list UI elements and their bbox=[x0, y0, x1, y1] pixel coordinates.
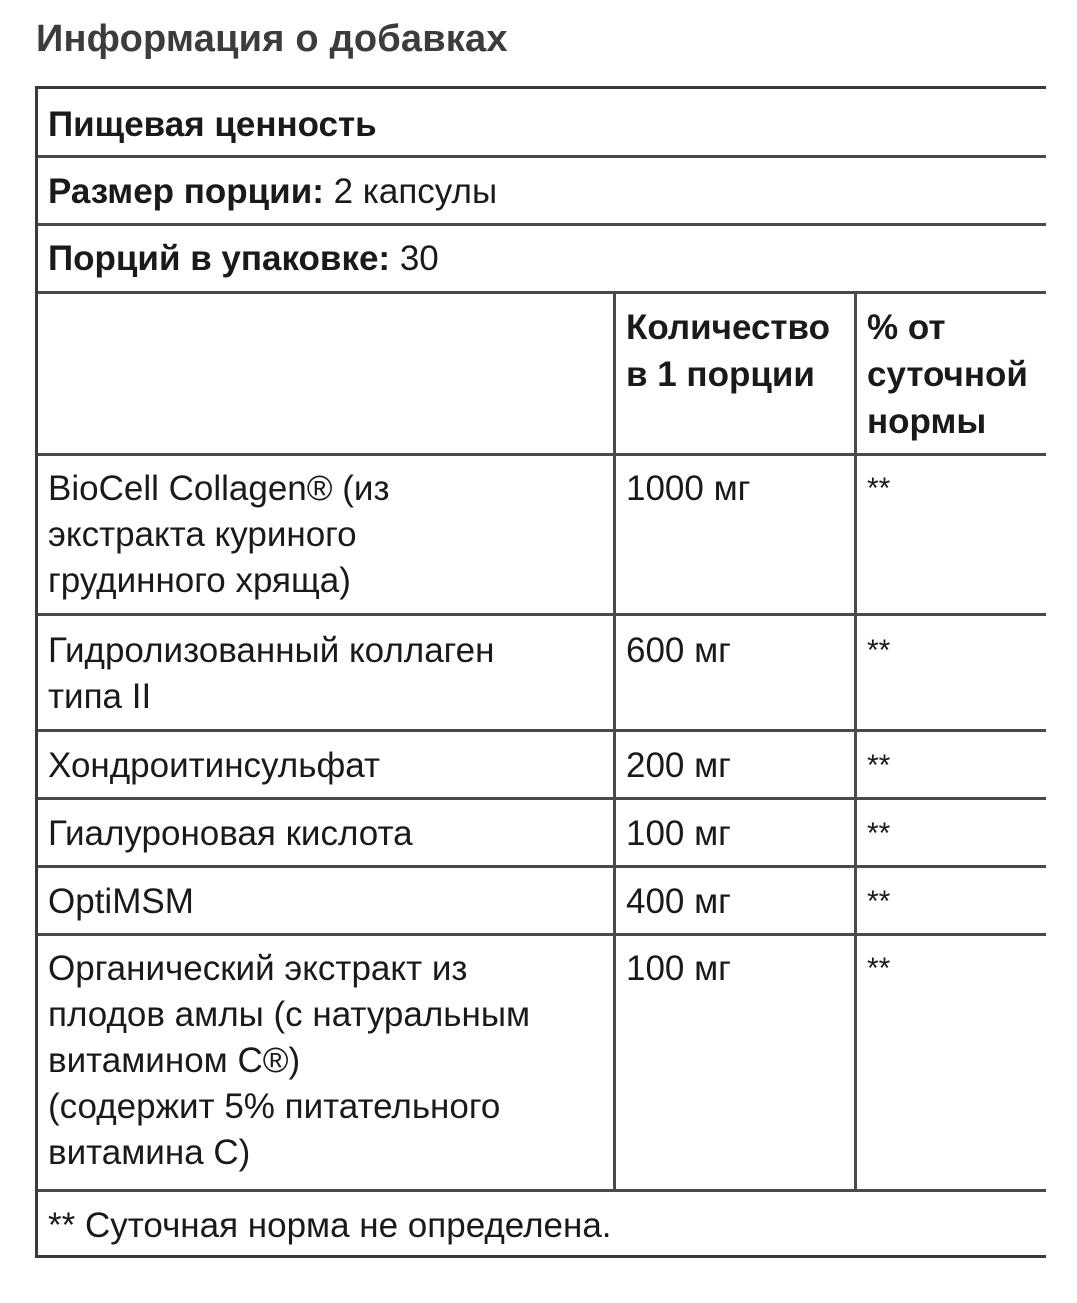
divider bbox=[38, 613, 1046, 616]
divider bbox=[38, 865, 1046, 868]
serving-size-value: 2 капсулы bbox=[333, 172, 498, 211]
servings-per-container-value: 30 bbox=[399, 239, 439, 278]
column-divider bbox=[613, 291, 616, 1192]
table-row-name: Органический экстракт из плодов амлы (с натуральным витамином C®) (содержит 5% питательного витамина C) bbox=[48, 949, 531, 1172]
table-row-name: Гиалуроновая кислота bbox=[48, 814, 413, 853]
serving-size-label: Размер порции: bbox=[48, 172, 324, 211]
divider bbox=[38, 291, 1046, 294]
table-heading: Пищевая ценность bbox=[48, 105, 377, 144]
supplement-facts-table bbox=[35, 86, 1046, 1258]
servings-per-container-label: Порций в упаковке: bbox=[48, 239, 391, 278]
divider bbox=[38, 453, 1046, 456]
table-row-amount: 600 мг bbox=[626, 631, 731, 670]
table-row-amount: 100 мг bbox=[626, 814, 731, 853]
divider bbox=[38, 1189, 1046, 1192]
table-row-amount: 100 мг bbox=[626, 949, 731, 988]
column-header-amount: Количество в 1 порции bbox=[626, 308, 830, 394]
divider bbox=[38, 155, 1046, 158]
serving-size bbox=[48, 169, 497, 215]
table-row-dv: ** bbox=[867, 952, 891, 985]
servings-per-container bbox=[48, 236, 439, 282]
table-row-amount: 400 мг bbox=[626, 882, 731, 921]
column-header-daily-value: % от суточной нормы bbox=[867, 308, 1028, 441]
table-row-dv: ** bbox=[867, 634, 891, 667]
divider bbox=[38, 729, 1046, 732]
table-row-dv: ** bbox=[867, 749, 891, 782]
divider bbox=[38, 797, 1046, 800]
table-row-amount: 200 мг bbox=[626, 746, 731, 785]
table-row-name: OptiMSM bbox=[48, 882, 194, 921]
footnote: ** Суточная норма не определена. bbox=[48, 1206, 612, 1245]
column-divider bbox=[854, 291, 857, 1192]
table-row-name: BioCell Collagen® (из экстракта куриного грудинного хряща) bbox=[48, 469, 390, 600]
table-row-name: Гидролизованный коллаген типа II bbox=[48, 631, 495, 716]
table-row-amount: 1000 мг bbox=[626, 469, 751, 508]
table-row-name: Хондроитинсульфат bbox=[48, 746, 380, 785]
divider bbox=[38, 223, 1046, 226]
table-row-dv: ** bbox=[867, 472, 891, 505]
table-row-dv: ** bbox=[867, 817, 891, 850]
page-title: Информация о добавках bbox=[36, 18, 508, 60]
divider bbox=[38, 933, 1046, 936]
table-row-dv: ** bbox=[867, 885, 891, 918]
